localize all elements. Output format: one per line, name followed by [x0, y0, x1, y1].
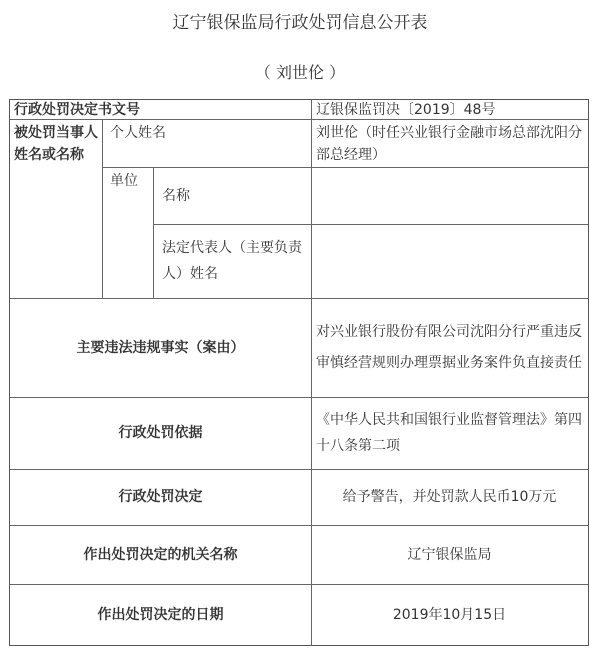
violation-facts-value: 对兴业银行股份有限公司沈阳分行严重违反审慎经营规则办理票据业务案件负直接责任: [316, 323, 582, 371]
authority-value: 辽宁银保监局: [407, 546, 492, 563]
page-title: 辽宁银保监局行政处罚信息公开表: [172, 13, 428, 33]
unit-representative-label: 法定代表人（主要负责人）姓名: [162, 240, 302, 282]
party-label: 被处罚当事人姓名或名称: [14, 125, 98, 163]
unit-name-label: 名称: [162, 187, 190, 204]
penalty-decision-label: 行政处罚决定: [118, 489, 203, 505]
unit-representative-value: [316, 224, 584, 298]
doc-number-label: 行政处罚决定书文号: [14, 101, 140, 118]
decision-date-label: 作出处罚决定的日期: [97, 606, 224, 623]
col-divider: [311, 100, 312, 298]
page-subtitle: （ 刘世伦 ）: [254, 63, 346, 82]
unit-label: 单位: [110, 173, 138, 189]
penalty-info-table: [9, 99, 589, 646]
col-divider: [153, 167, 154, 298]
violation-facts-label: 主要违法违规事实（案由）: [76, 339, 245, 356]
personal-name-value: 刘世伦（时任兴业银行金融市场总部沈阳分部总经理）: [316, 125, 582, 163]
penalty-decision-value: 给予警告，并处罚款人民币10万元: [342, 489, 557, 505]
personal-name-label: 个人姓名: [110, 125, 166, 141]
doc-number-value: 辽银保监罚决〔2019〕48号: [316, 101, 496, 118]
unit-name-value: [316, 167, 584, 224]
authority-label: 作出处罚决定的机关名称: [83, 546, 238, 563]
penalty-basis-label: 行政处罚依据: [118, 425, 203, 441]
penalty-basis-value: 《中华人民共和国银行业监督管理法》第四十八条第二项: [316, 412, 582, 454]
col-divider: [102, 119, 103, 298]
decision-date-value: 2019年10月15日: [392, 606, 507, 623]
